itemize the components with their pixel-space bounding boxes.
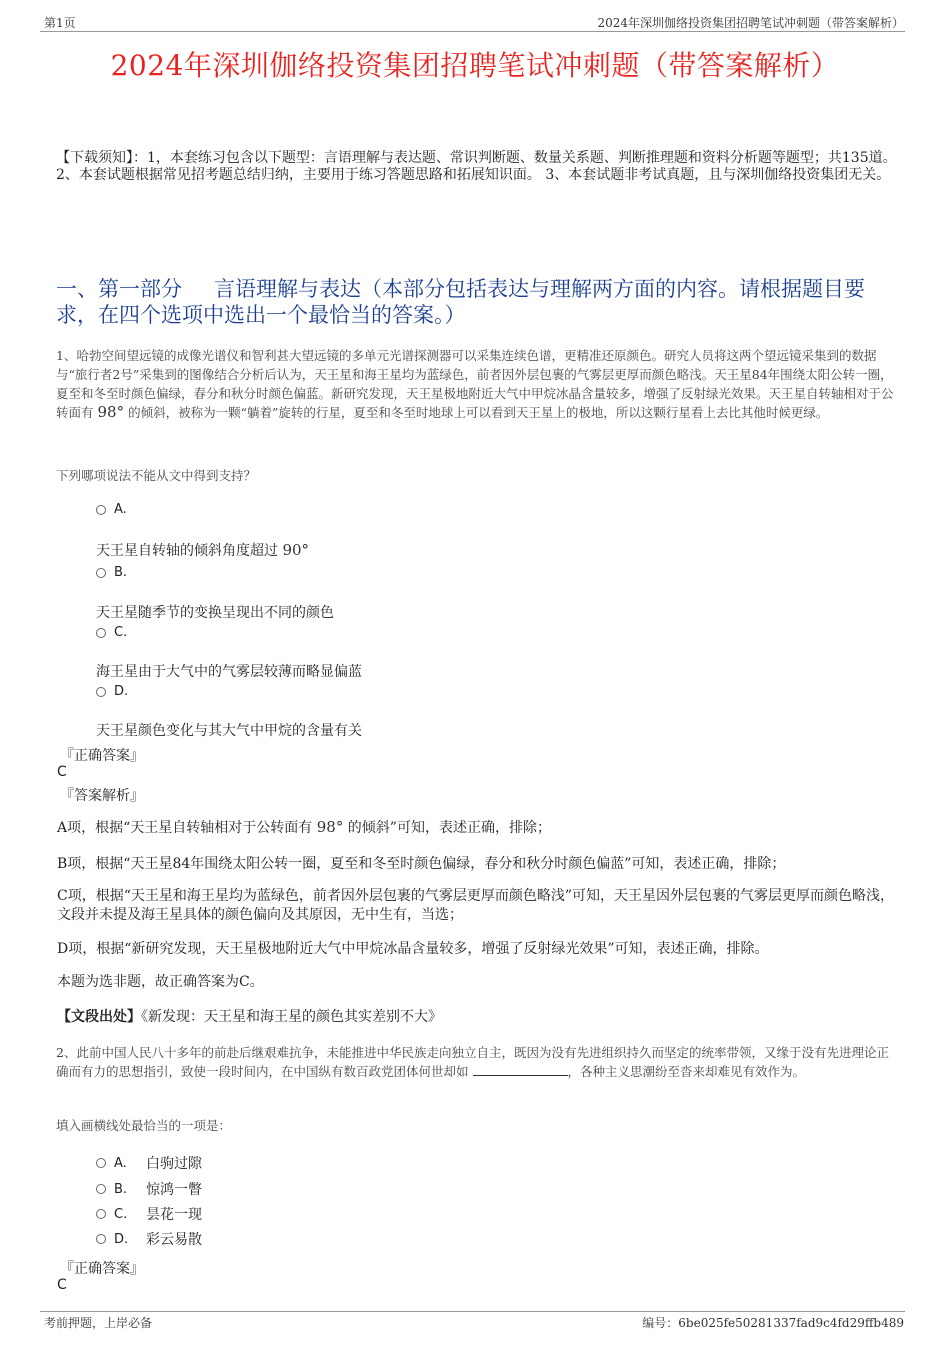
option-label: A. [114, 1155, 127, 1171]
option-text: 彩云易散 [146, 1232, 202, 1248]
q2-answer-mark: 『正确答案』 [60, 1261, 144, 1277]
q1-option-b-text: 天王星随季节的变换呈现出不同的颜色 [96, 605, 334, 621]
radio-icon[interactable] [96, 1234, 106, 1244]
section-label: 一、第一部分 [56, 277, 182, 301]
option-label: B. [114, 1181, 128, 1197]
q1-analysis-c: C项，根据“天王星和海王星均为蓝绿色，前者因外层包裹的气雾层更厚而颜色略浅”可知，天王星因外层包裹的气雾层更厚而颜色略浅，文段并未提及海王星具体的颜色偏向及其原因，无中生有，当选； [57, 888, 895, 923]
footer-slogan: 考前押题，上岸必备 [44, 1316, 153, 1330]
question-2-prompt: 填入画横线处最恰当的一项是： [56, 1118, 232, 1133]
q1-option-a[interactable] [96, 502, 127, 517]
fill-blank [473, 1064, 568, 1076]
option-label: C. [114, 625, 128, 640]
running-title: 2024年深圳伽络投资集团招聘笔试冲刺题（带答案解析） [597, 16, 904, 30]
document-id: 编号：6be025fe50281337fad9c4fd29ffb489 [642, 1316, 904, 1330]
section-text: 言语理解与表达（本部分包括表达与理解两方面的内容。请根据题目要求，在四个选项中选出一个最恰当的答案。） [56, 277, 865, 327]
q2-option-b[interactable] [96, 1179, 202, 1199]
option-text: 天王星自转轴的倾斜角度超过 [96, 543, 278, 559]
angle-98: 98° [316, 818, 344, 836]
option-label: A. [114, 502, 127, 517]
passage-part-a: 2、此前中国人民八十多年的前赴后继艰难抗争，未能推进中华民族走向独立自主，既因为没有先进组织持久而坚定的统率带领，又缘于没有先进理论正确而有力的思想指引，致使一段时间内，在中国纵有数百政党团体何世却如 [56, 1045, 889, 1079]
question-1-prompt: 下列哪项说法不能从文中得到支持？ [56, 468, 257, 483]
q1-conclusion: 本题为选非题，故正确答案为C。 [57, 974, 264, 990]
q2-option-a[interactable] [96, 1153, 202, 1173]
q1-analysis-b: B项，根据“天王星84年围绕太阳公转一圈，夏至和冬至时颜色偏绿，春分和秋分时颜色偏蓝”可知，表述正确，排除； [57, 856, 786, 872]
q1-option-c-text: 海王星由于大气中的气雾层较薄而略显偏蓝 [96, 664, 362, 680]
q1-analysis-a [57, 818, 902, 838]
footer-divider [40, 1311, 905, 1312]
option-label: C. [114, 1206, 128, 1222]
passage-part-b: 的倾斜，被称为一颗“躺着”旋转的行星，夏至和冬至时地球上可以看到天王星上的极地，所以这颗行星看上去比其他时候更绿。 [128, 405, 829, 420]
q2-option-d[interactable] [96, 1229, 202, 1249]
option-label: B. [114, 565, 128, 580]
q2-option-c[interactable] [96, 1204, 202, 1224]
q1-option-b[interactable] [96, 565, 127, 580]
source-title: 《新发现：天王星和海王星的颜色其实差别不大》 [141, 1009, 442, 1025]
q1-option-d[interactable] [96, 684, 128, 699]
section-heading [56, 276, 896, 328]
radio-icon[interactable] [96, 1184, 106, 1194]
option-label: D. [114, 1231, 129, 1247]
option-text: 白驹过隙 [146, 1156, 202, 1172]
page-number: 第1页 [44, 16, 76, 30]
radio-icon[interactable] [96, 1209, 106, 1219]
source-label: 【文段出处】 [57, 1009, 141, 1025]
q1-source [57, 1008, 902, 1027]
q1-analysis-mark: 『答案解析』 [60, 788, 144, 804]
radio-icon[interactable] [96, 687, 106, 697]
radio-icon[interactable] [96, 505, 106, 515]
passage-part-a: 1、哈勃空间望远镜的成像光谱仪和智利甚大望远镜的多单元光谱探测器可以采集连续色谱，更精准还原颜色。研究人员将这两个望远镜采集到的数据与“旅行者2号”采集到的图像结合分析后认为，天王星和海王星均为蓝绿色，前者因外层包裹的气雾层更厚而颜色略浅。天王星84年围绕太阳公转一圈，夏至和冬至时颜色偏绿，春分和秋分时颜色偏蓝。新研究发现，天王星极地附近大气中甲烷冰晶含量较多，增强了反射绿光效果。天王星自转轴相对于公转面有 [56, 348, 894, 420]
question-1-passage [56, 346, 901, 422]
header-divider [40, 31, 905, 32]
q1-option-c[interactable] [96, 625, 127, 640]
question-2-passage [56, 1043, 901, 1081]
radio-icon[interactable] [96, 568, 106, 578]
option-text: 昙花一现 [146, 1207, 202, 1223]
angle-98: 98° [97, 403, 125, 421]
option-label: D. [114, 684, 129, 699]
q1-answer: C [57, 764, 67, 780]
radio-icon[interactable] [96, 1158, 106, 1168]
document-title: 2024年深圳伽络投资集团招聘笔试冲刺题（带答案解析） [110, 49, 840, 82]
q1-option-d-text: 天王星颜色变化与其大气中甲烷的含量有关 [96, 723, 362, 739]
download-notice: 【下载须知】：1，本套练习包含以下题型：言语理解与表达题、常识判断题、数量关系题、判断推理题和资料分析题等题型；共135道。 2、本套试题根据常见招考题总结归纳，主要用于练习答题思路和拓展知识面。 3、本套试题非考试真题，且与深圳伽络投资集团无关。 [56, 150, 897, 183]
option-text: 惊鸿一瞥 [146, 1182, 202, 1198]
q2-answer: C [57, 1277, 67, 1293]
q1-analysis-d: D项，根据“新研究发现，天王星极地附近大气中甲烷冰晶含量较多，增强了反射绿光效果”可知，表述正确，排除。 [57, 941, 769, 957]
analysis-a-pre: A项，根据“天王星自转轴相对于公转面有 [57, 820, 313, 836]
q1-option-a-text [96, 540, 309, 560]
angle-90: 90° [282, 541, 310, 559]
radio-icon[interactable] [96, 628, 106, 638]
analysis-a-post: 的倾斜”可知，表述正确，排除； [347, 820, 551, 836]
q1-answer-mark: 『正确答案』 [60, 748, 144, 764]
passage-part-b: ，各种主义思潮纷至沓来却难见有效作为。 [567, 1064, 806, 1079]
